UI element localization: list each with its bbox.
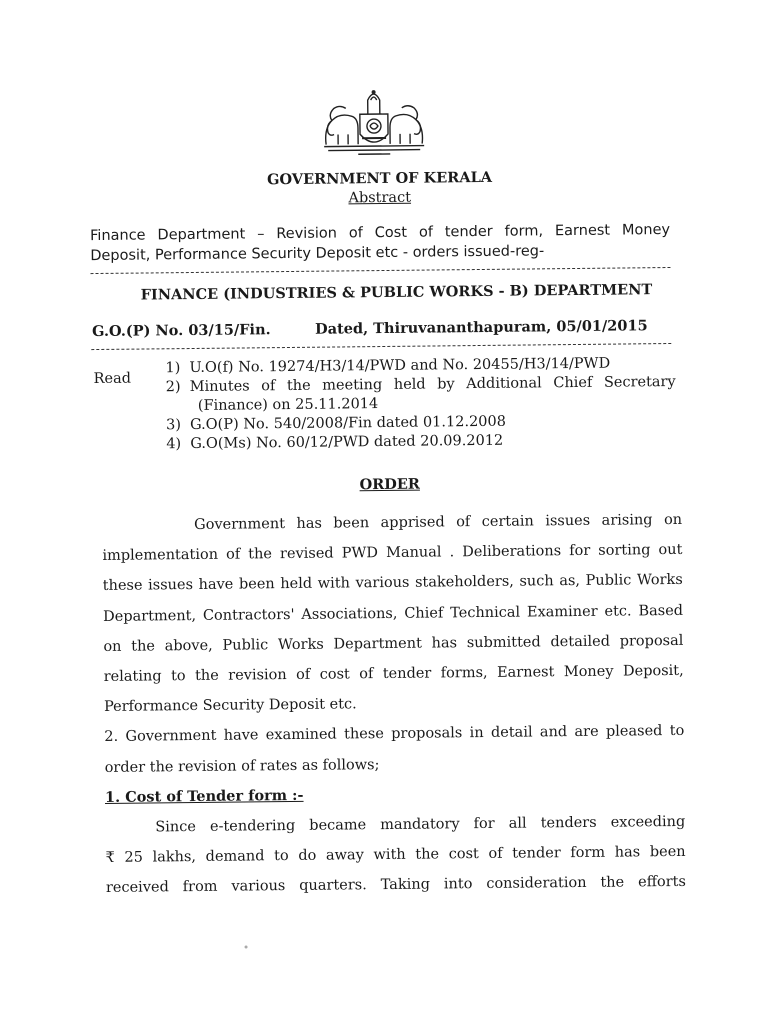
paragraph-1: Government has been apprised of certain issues arising on implementation of the revised PWD Manual . Deliberations for sorting out these issues have been held with various stakeholders, such as, Public Works Department, Contractors' Associations, Chief Technical Examiner etc. Based on the above, Public Works Department has submitted detailed proposal relating to the revision of cost of tender forms, Earnest Money Deposit, Performance Security Deposit etc. [102,511,684,716]
abstract-heading: Abstract [348,189,412,207]
reference-item: 3) G.O(P) No. 540/2008/Fin dated 01.12.2008 [165,413,507,434]
reference-item: 1) U.O(f) No. 19274/H3/14/PWD and No. 20455/H3/14/PWD [165,355,611,377]
dashed-divider [91,343,671,350]
government-title: GOVERNMENT OF KERALA [266,168,493,189]
subject-line: Deposit, Performance Security Deposit etc - orders issued-reg- [90,243,545,265]
scan-speck [245,945,248,948]
department-heading: FINANCE (INDUSTRIES & PUBLIC WORKS - B) DEPARTMENT [140,281,653,304]
dashed-divider [90,267,670,274]
order-heading: ORDER [359,475,420,494]
subject-line: Finance Department – Revision of Cost of tender form, Earnest Money [90,221,671,245]
reference-list [165,354,676,454]
go-number: G.O.(P) No. 03/15/Fin. [92,321,271,341]
reference-item: 2) Minutes of the meeting held by Additional Chief Secretary [165,373,676,396]
reference-item: 4) G.O(Ms) No. 60/12/PWD dated 20.09.2012 [166,432,504,453]
reference-item-continued: (Finance) on 25.11.2014 [197,396,379,414]
kerala-emblem-icon [318,84,431,159]
order-body [102,505,686,904]
dated-line: Dated, Thiruvananthapuram, 05/01/2015 [314,317,648,338]
read-label: Read [93,370,132,388]
paragraph-2: 2. Government have examined these proposals in detail and are pleased to order the revision of rates as follows; [104,723,685,776]
cost-of-tender-heading: 1. Cost of Tender form :- [104,786,304,806]
paragraph-3: Since e-tendering became mandatory for all tenders exceeding ₹ 25 lakhs, demand to do away with the cost of tender form has been received from various quarters. Taking into consideration the efforts [105,813,686,897]
subject-block [90,220,670,266]
